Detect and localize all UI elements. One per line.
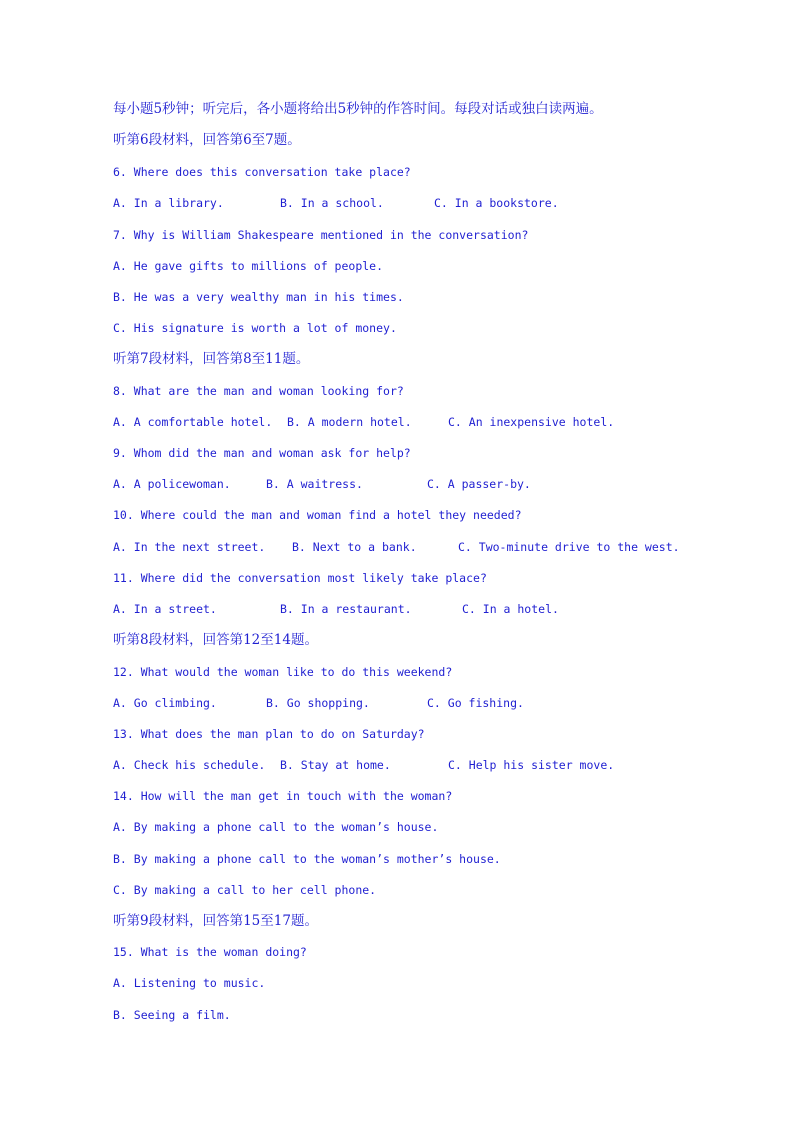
option-b: B. In a school. [280, 196, 384, 210]
question-10: 10. Where could the man and woman find a hotel they needed? [113, 508, 522, 522]
option-c: C. An inexpensive hotel. [448, 415, 615, 429]
option-c: C. Help his sister move. [448, 758, 615, 772]
options-row-10 [113, 539, 680, 555]
option-b: B. Next to a bank. [292, 540, 417, 554]
option-a: A. A comfortable hotel. [113, 415, 273, 429]
options-row-13 [113, 757, 615, 773]
question-12: 12. What would the woman like to do this weekend? [113, 665, 453, 679]
option-a: A. In a street. [113, 602, 217, 616]
question-14: 14. How will the man get in touch with the woman? [113, 789, 453, 803]
question-13: 13. What does the man plan to do on Saturday? [113, 727, 425, 741]
group-heading: 听第7段材料，回答第8至11题。 [113, 351, 310, 367]
question-9: 9. Whom did the man and woman ask for help? [113, 446, 411, 460]
question-8: 8. What are the man and woman looking for? [113, 384, 404, 398]
options-row-9 [113, 476, 531, 492]
options-row-11 [113, 601, 559, 617]
option-b: B. Stay at home. [280, 758, 391, 772]
options-row-8 [113, 414, 615, 430]
question-6: 6. Where does this conversation take place? [113, 165, 411, 179]
option-c: C. A passer-by. [427, 477, 531, 491]
option-b: B. Go shopping. [266, 696, 370, 710]
option-a: A. He gave gifts to millions of people. [113, 259, 384, 273]
group-heading: 听第6段材料，回答第6至7题。 [113, 132, 301, 148]
group-heading: 听第9段材料，回答第15至17题。 [113, 913, 318, 929]
option-b: B. A modern hotel. [287, 415, 412, 429]
option-c: C. By making a call to her cell phone. [113, 883, 377, 897]
question-15: 15. What is the woman doing? [113, 945, 307, 959]
option-c: C. Go fishing. [427, 696, 524, 710]
option-b: B. Seeing a film. [113, 1008, 231, 1022]
option-a: A. In a library. [113, 196, 224, 210]
question-11: 11. Where did the conversation most likely take place? [113, 571, 487, 585]
option-a: A. In the next street. [113, 540, 266, 554]
section-intro: 每小题5秒钟；听完后，各小题将给出5秒钟的作答时间。每段对话或独白读两遍。 [113, 101, 603, 117]
question-7: 7. Why is William Shakespeare mentioned in the conversation? [113, 228, 529, 242]
option-b: B. In a restaurant. [280, 602, 412, 616]
group-heading: 听第8段材料，回答第12至14题。 [113, 632, 318, 648]
option-c: C. Two-minute drive to the west. [458, 540, 680, 554]
option-a: A. Go climbing. [113, 696, 217, 710]
option-b: B. By making a phone call to the woman’s mother’s house. [113, 852, 501, 866]
options-row-12 [113, 695, 524, 711]
option-a: A. Check his schedule. [113, 758, 266, 772]
option-c: C. In a hotel. [462, 602, 559, 616]
option-a: A. By making a phone call to the woman’s house. [113, 820, 439, 834]
option-b: B. He was a very wealthy man in his times. [113, 290, 404, 304]
option-c: C. In a bookstore. [434, 196, 559, 210]
option-c: C. His signature is worth a lot of money. [113, 321, 397, 335]
options-row-6 [113, 195, 559, 211]
option-b: B. A waitress. [266, 477, 363, 491]
option-a: A. Listening to music. [113, 976, 266, 990]
option-a: A. A policewoman. [113, 477, 231, 491]
